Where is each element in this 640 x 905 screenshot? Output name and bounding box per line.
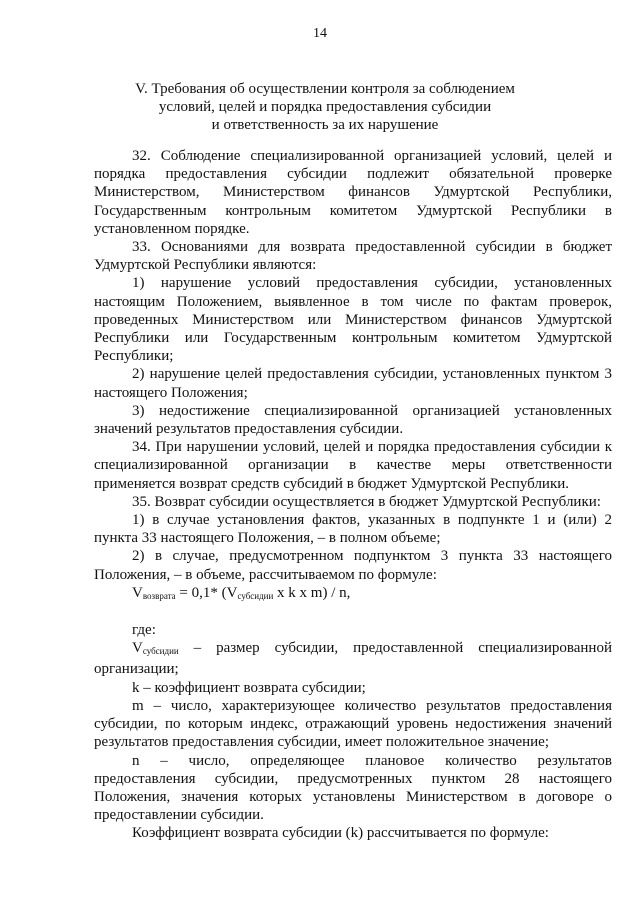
paragraph-35-item-1: 1) в случае установления фактов, указанных в подпункте 1 и (или) 2 пункта 33 настоящего Положения, – в полном объеме;	[94, 512, 612, 547]
definition-v-sub: субсидии	[142, 646, 179, 657]
formula-sub-return: возврата	[142, 590, 176, 601]
definition-v	[94, 639, 612, 678]
document-body	[94, 147, 612, 843]
section-heading	[90, 80, 560, 134]
k-formula-intro: Коэффициент возврата субсидии (k) рассчитывается по формуле:	[132, 825, 549, 842]
definition-k: k – коэффициент возврата субсидии;	[132, 679, 366, 696]
heading-line-1: V. Требования об осуществлении контроля за соблюдением	[135, 81, 515, 97]
page-number: 14	[313, 26, 327, 41]
heading-line-3: и ответственность за их нарушение	[211, 117, 439, 133]
heading-line-2: условий, целей и порядка предоставления субсидии	[158, 99, 492, 115]
paragraph-33-item-3: 3) недостижение специализированной организацией установленных значений результатов предоставления субсидии.	[94, 402, 612, 438]
paragraph-32: 32. Соблюдение специализированной организацией условий, целей и порядка предоставления субсидии подлежит обязательной проверке Министерством, Министерством финансов Удмуртской Республики, Государственным контрольным комитетом Удмуртской Республики в установленном порядке.	[94, 148, 612, 237]
paragraph-34: 34. При нарушении условий, целей и порядка предоставления субсидии к специализированной организации в качестве меры ответственности применяется возврат средств субсидий в бюджет Удмуртской Республики.	[94, 439, 612, 492]
where-label: где:	[132, 622, 156, 639]
formula-middle: = 0,1* (V	[175, 584, 238, 601]
definition-v-text: – размер субсидии, предоставленной специализированной организации;	[94, 640, 612, 678]
return-formula	[94, 584, 612, 605]
paragraph-33: 33. Основаниями для возврата предоставленной субсидии в бюджет Удмуртской Республики являются:	[94, 239, 612, 274]
formula-v: V	[132, 584, 143, 601]
formula-tail: x k x m) / n,	[273, 584, 351, 601]
paragraph-35: 35. Возврат субсидии осуществляется в бюджет Удмуртской Республики:	[132, 493, 601, 510]
definition-m: m – число, характеризующее количество результатов предоставления субсидии, по которым индекс, отражающий уровень недостижения значений результатов предоставления субсидии, имеет положительное значение;	[94, 697, 612, 751]
paragraph-33-item-1: 1) нарушение условий предоставления субсидии, установленных настоящим Положением, выявленное в том числе по фактам проверок, проведенных Министерством или Министерством финансов Удмуртской Республики или Государственным контрольным комитетом Удмуртской Республики;	[94, 275, 612, 365]
paragraph-33-item-2: 2) нарушение целей предоставления субсидии, установленных пунктом 3 настоящего Положения;	[94, 366, 612, 401]
paragraph-35-item-2: 2) в случае, предусмотренном подпунктом 3 пункта 33 настоящего Положения, – в объеме, рассчитываемом по формуле:	[94, 548, 612, 583]
definition-v-symbol: V	[132, 640, 143, 657]
formula-sub-subsidy: субсидии	[237, 590, 274, 601]
definition-n: n – число, определяющее плановое количество результатов предоставления субсидии, предусмотренных пунктом 28 настоящего Положения, значения которых установлены Министерством в договоре о предоставлении субсидии.	[94, 752, 612, 824]
